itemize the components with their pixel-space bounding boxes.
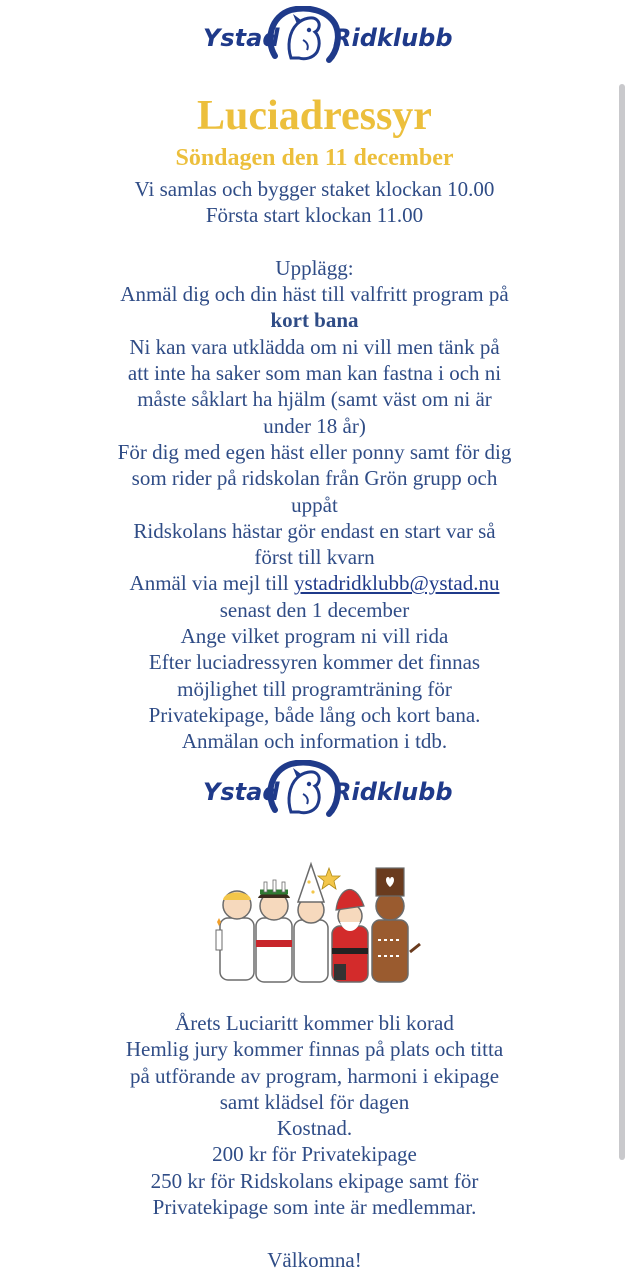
text-line: under 18 år) [263,413,366,438]
text-line: Anmäl dig och din häst till valfritt program på [120,282,509,307]
text-line: Kostnad. [276,1116,353,1141]
text-line: möjlighet till programträning för [177,676,452,701]
lucia-crown-child-icon [256,880,292,982]
event-date: Söndagen den 11 december [175,145,454,171]
text-line: som rider på ridskolan från Grön grupp och [131,466,498,491]
text-line: För dig med egen häst eller ponny samt för dig [117,439,512,464]
email-prefix: Anmäl via mejl till [129,571,295,596]
text-line: Anmälan och information i tdb. [181,729,448,754]
text-line-bold: kort bana [270,308,359,333]
email-link[interactable]: ystadridklubb@ystad.nu [294,571,500,596]
logo-word-left: Ystad [203,24,280,52]
announcement-text [0,1010,629,1273]
text-line: senast den 1 december [219,597,410,622]
lucia-procession-illustration [214,860,434,990]
text-line: Ange vilket program ni vill rida [180,624,449,649]
schedule-text [0,176,629,755]
text-line: på utförande av program, harmoni i ekipage [129,1063,500,1088]
welcome-text: Välkomna! [267,1247,362,1272]
text-line: uppåt [291,492,338,517]
text-line: Efter luciadressyren kommer det finnas [148,650,481,675]
club-logo-bottom [0,754,629,820]
logo-word-right: Ridklubb [333,778,453,806]
text-line: Ridskolans hästar gör endast en start var så [133,518,496,543]
text-line: Privatekipage, både lång och kort bana. [148,702,481,727]
text-line: 250 kr för Ridskolans ekipage samt för [150,1168,479,1193]
text-line: samt klädsel för dagen [219,1089,410,1114]
text-line: Vi samlas och bygger staket klockan 10.00 [134,177,495,201]
text-line: Upplägg: [275,255,354,280]
lucia-child-icon [216,891,254,980]
text-line: måste såklart ha hjälm (samt väst om ni är [137,387,492,412]
gingerbread-icon [372,868,420,982]
email-line [0,570,629,596]
horse-horseshoe-icon [263,6,343,64]
text-line: 200 kr för Privatekipage [212,1142,417,1167]
logo-word-right: Ridklubb [333,24,453,52]
text-line: Ni kan vara utklädda om ni vill men tänk på [129,334,500,359]
logo-word-left: Ystad [203,778,280,806]
text-line: Privatekipage som inte är medlemmar. [152,1195,477,1220]
text-line: Årets Luciaritt kommer bli korad [175,1011,454,1035]
text-line: Hemlig jury kommer finnas på plats och titta [125,1037,504,1062]
page-title: Luciadressyr [197,93,432,139]
horse-horseshoe-icon [263,760,343,818]
club-logo-top [0,0,629,66]
text-line: först till kvarn [254,545,375,570]
scrollbar[interactable] [619,84,625,1160]
tomte-icon [332,890,368,982]
text-line: att inte ha saker som man kan fastna i och ni [127,361,502,386]
text-line: Första start klockan 11.00 [205,203,424,228]
